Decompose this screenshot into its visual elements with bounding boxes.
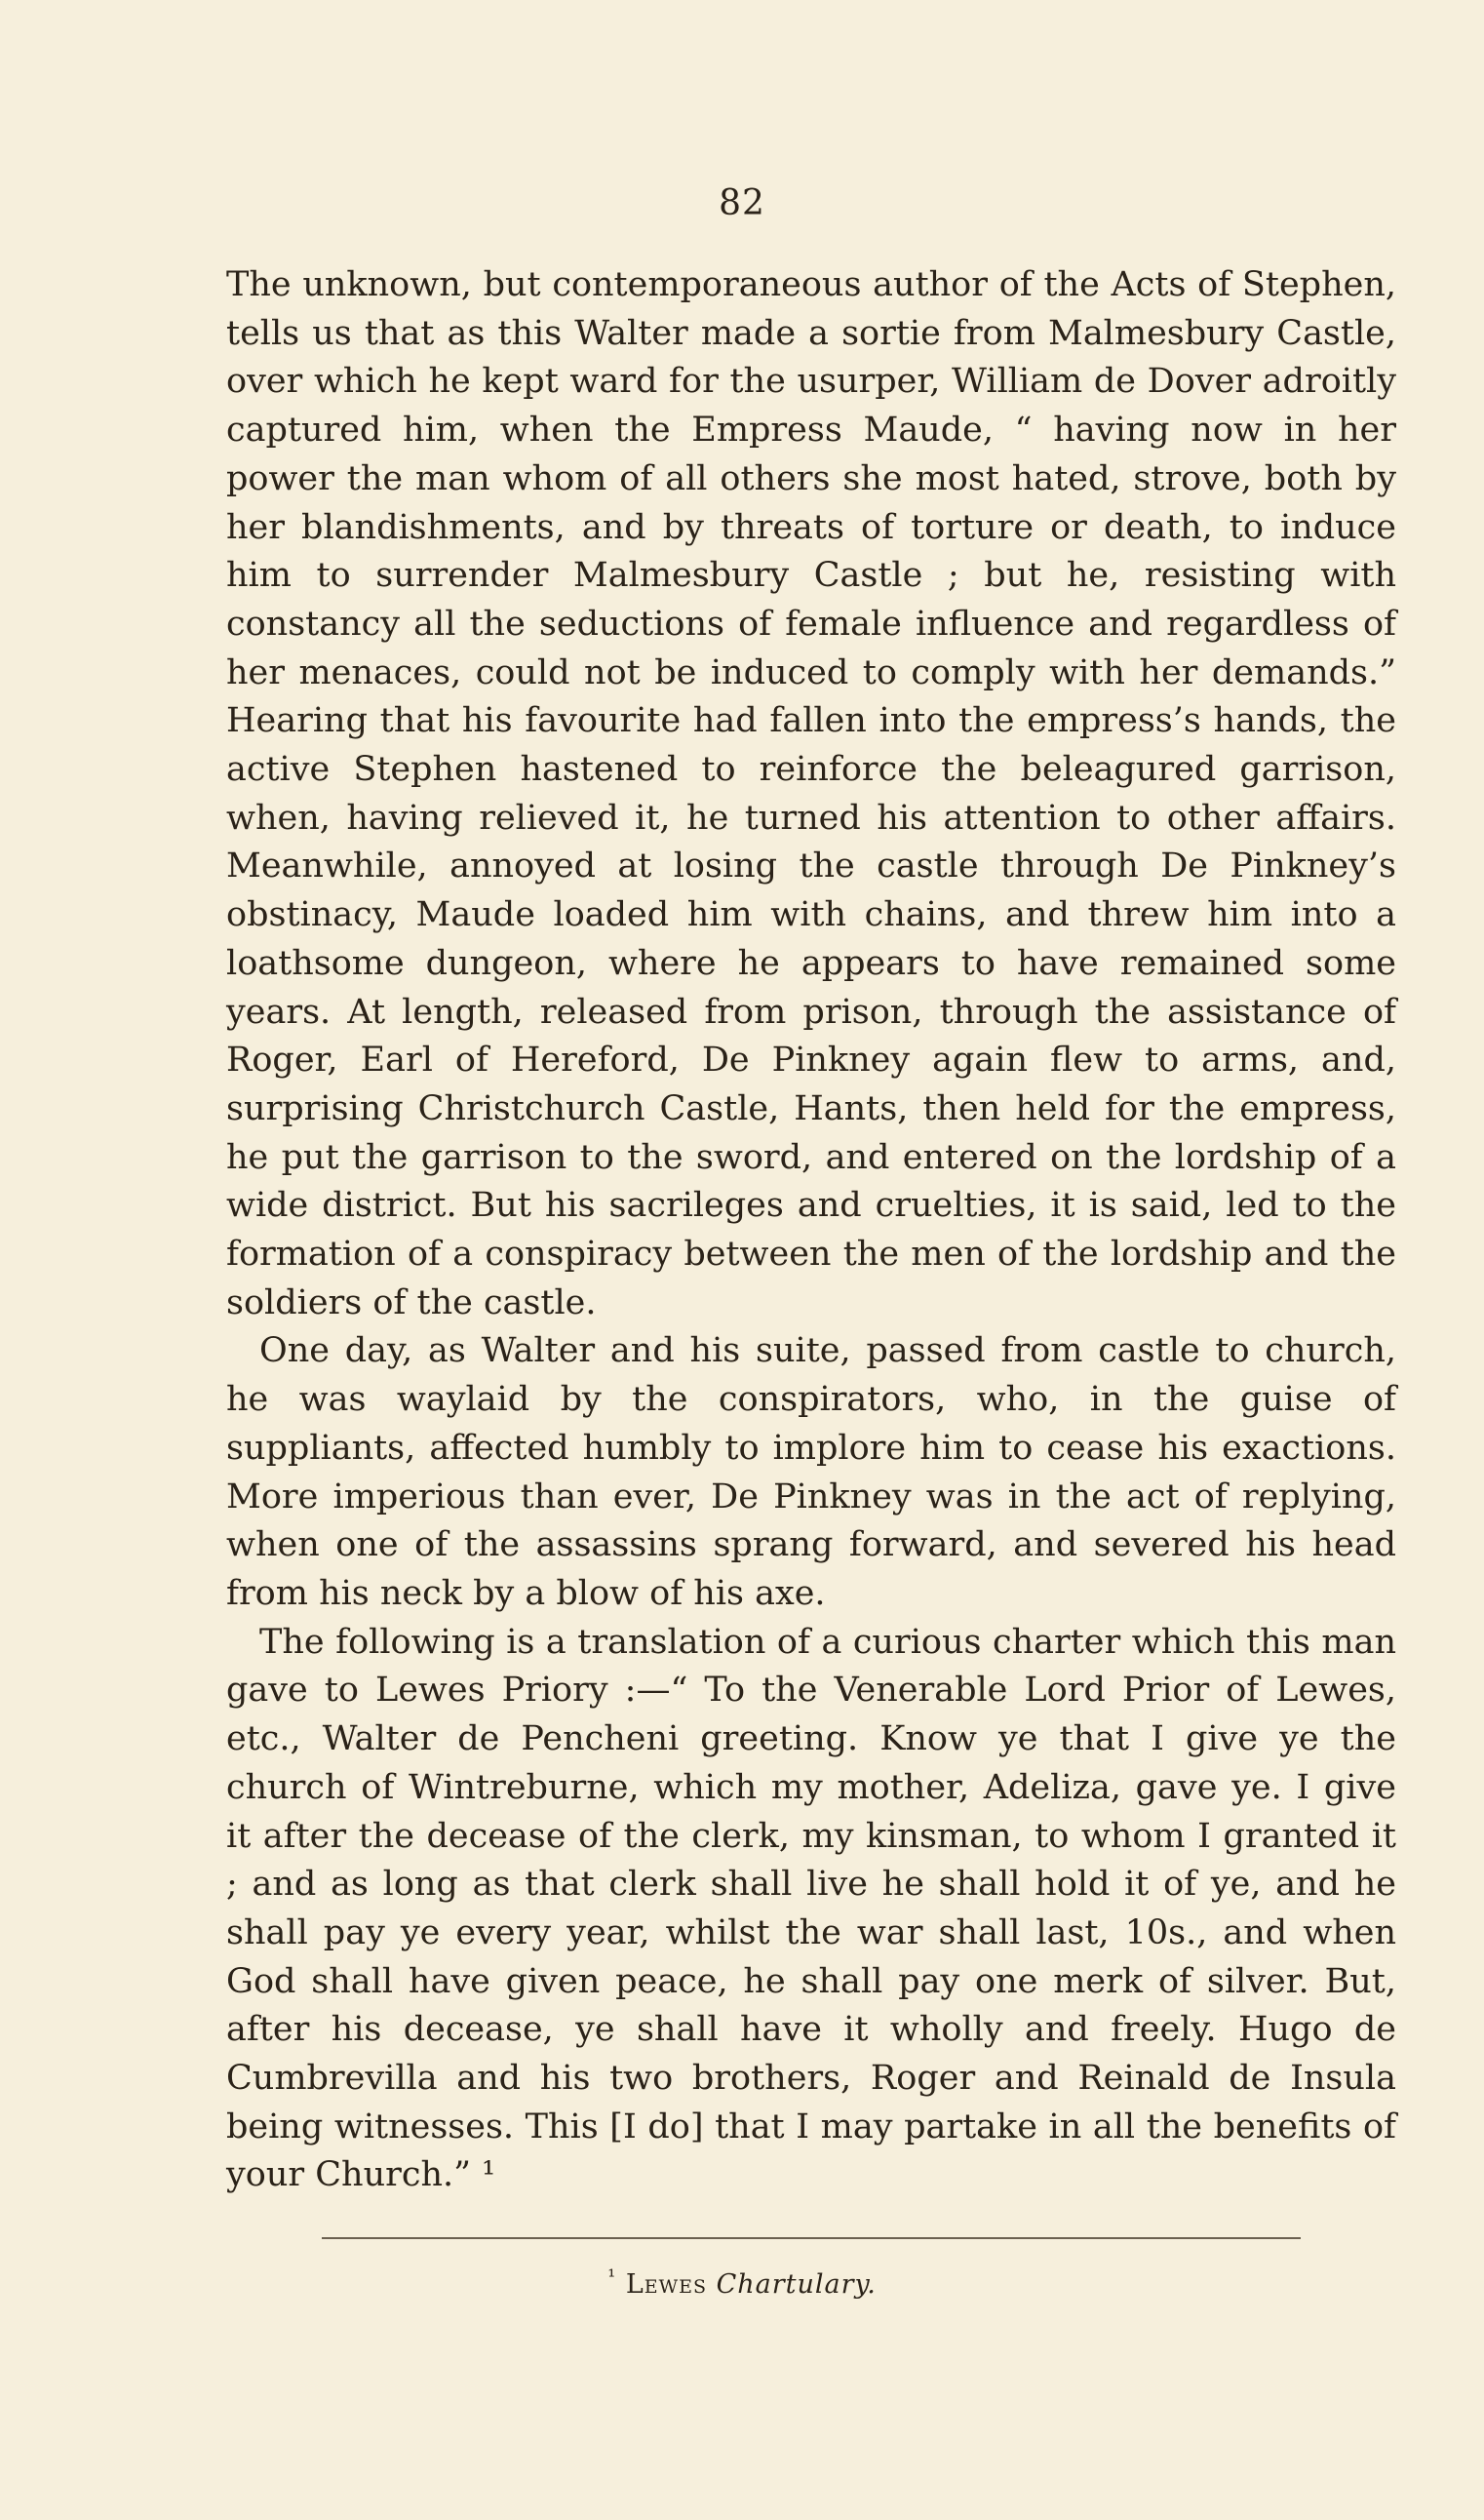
footnote-title: Chartulary. [716, 2269, 877, 2300]
paragraph-3: The following is a translation of a curious charter which this man gave to Lewes Priory :—“ To the Venerable Lord Prior of Lewes, etc., Walter de Pencheni greeting. Know ye that I give ye the church of Wintreburne, which my mother, Adeliza, gave ye. I give it after the decease of the clerk, my kinsman, to whom I granted it ; and as long as that clerk shall live he shall hold it of ye, and he shall pay ye every year, whilst the war shall last, 10s., and when God shall have given peace, he shall pay one merk of silver. But, after his decease, ye shall have it wholly and freely. Hugo de Cumbrevilla and his two brothers, Roger and Reinald de Insula being witnesses. This [I do] that I may partake in all the benefits of your Church.” ¹ [226, 1622, 1396, 2195]
body-text [226, 261, 1396, 2200]
page-number: 82 [719, 183, 765, 223]
footnote-source: Lewes [625, 2269, 708, 2300]
paragraph-1: The unknown, but contemporaneous author of the Acts of Stephen, tells us that as this Walter made a sortie from Malmesbury Castle, over which he kept ward for the usurper, William de Dover adroitly captured him, when the Empress Maude, “ having now in her power the man whom of all others she most hated, strove, both by her blandishments, and by threats of torture or death, to induce him to surrender Malmesbury Castle ; but he, resisting with constancy all the seductions of female influence and regardless of her menaces, could not be induced to comply with her demands.” Hearing that his favourite had fallen into the empress’s hands, the active Stephen hastened to reinforce the beleagured garrison, when, having relieved it, he turned his attention to other affairs. Meanwhile, annoyed at losing the castle through De Pinkney’s obstinacy, Maude loaded him with chains, and threw him into a loathsome dungeon, where he appears to have remained some years. At length, released from prison, through the assistance of Roger, Earl of Hereford, De Pinkney again flew to arms, and, surprising Christchurch Castle, Hants, then held for the empress, he put the garrison to the sword, and entered on the lordship of a wide district. But his sacrileges and cruelties, it is said, led to the formation of a conspiracy between the men of the lordship and the soldiers of the castle. [226, 265, 1396, 1322]
footnote-marker: ¹ [607, 2264, 617, 2288]
footnote-divider [322, 2237, 1301, 2239]
footnote [0, 2264, 1484, 2300]
paragraph-2: One day, as Walter and his suite, passed from castle to church, he was waylaid by the conspirators, who, in the guise of suppliants, affected humbly to implore him to cease his exactions. More imperious than ever, De Pinkney was in the act of replying, when one of the assassins sprang forward, and severed his head from his neck by a blow of his axe. [226, 1331, 1396, 1613]
